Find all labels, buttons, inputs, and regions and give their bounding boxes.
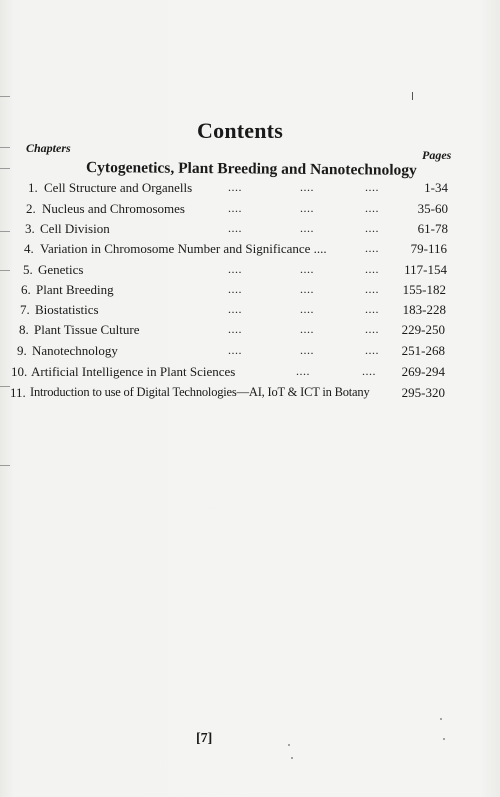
chapter-number: 9. bbox=[17, 343, 27, 358]
leader-dots: .... bbox=[365, 180, 379, 194]
page-title: Contents bbox=[197, 118, 283, 143]
leader-dots: .... bbox=[228, 221, 242, 235]
toc-entry bbox=[11, 364, 480, 384]
page-number: [7] bbox=[196, 731, 213, 746]
leader-dots: .... bbox=[228, 343, 242, 357]
page-edge-mark bbox=[0, 147, 10, 148]
chapters-column-label: Chapters bbox=[26, 141, 71, 155]
chapter-number: 10. bbox=[11, 364, 28, 379]
page-range: 35-60 bbox=[417, 201, 448, 216]
page-range: 251-268 bbox=[401, 343, 445, 358]
leader-dots: .... bbox=[365, 201, 379, 215]
leader-dots: .... bbox=[300, 322, 314, 336]
chapter-title: Cell Division bbox=[40, 221, 110, 236]
leader-dots: .... bbox=[365, 241, 379, 255]
chapter-title: Introduction to use of Digital Technologies—AI, IoT & ICT in Botany bbox=[30, 385, 370, 399]
section-title: Cytogenetics, Plant Breeding and Nanotechnology bbox=[85, 159, 417, 179]
toc-entry bbox=[17, 343, 480, 363]
scan-speck bbox=[291, 757, 293, 759]
chapter-title: Variation in Chromosome Number and Significance .... bbox=[40, 241, 327, 256]
chapter-number: 6. bbox=[21, 282, 31, 297]
leader-dots: .... bbox=[300, 221, 314, 235]
page-range: 183-228 bbox=[402, 302, 446, 317]
leader-dots: .... bbox=[300, 302, 314, 316]
leader-dots: .... bbox=[365, 221, 379, 235]
chapter-number: 7. bbox=[20, 302, 30, 317]
chapter-title: Genetics bbox=[38, 262, 84, 277]
page-edge-mark bbox=[0, 96, 10, 97]
chapter-number: 4. bbox=[24, 241, 34, 256]
chapter-number: 11. bbox=[10, 385, 26, 400]
page-range: 155-182 bbox=[402, 282, 446, 297]
page-range: 61-78 bbox=[417, 221, 448, 236]
leader-dots: .... bbox=[300, 180, 314, 194]
chapter-number: 5. bbox=[23, 262, 33, 277]
chapter-number: 1. bbox=[28, 180, 38, 195]
scan-speck bbox=[288, 744, 290, 746]
leader-dots: .... bbox=[365, 282, 379, 296]
chapter-number: 8. bbox=[19, 322, 29, 337]
chapter-title: Plant Tissue Culture bbox=[34, 322, 140, 337]
leader-dots: .... bbox=[228, 302, 242, 316]
leader-dots: .... bbox=[365, 322, 379, 336]
page-range: 295-320 bbox=[401, 385, 445, 400]
chapter-title: Biostatistics bbox=[35, 302, 99, 317]
toc-entry bbox=[10, 385, 480, 405]
leader-dots: .... bbox=[300, 282, 314, 296]
toc-entry bbox=[24, 241, 480, 261]
toc-entry bbox=[26, 201, 480, 221]
page-range: 1-34 bbox=[424, 180, 448, 195]
page-edge-mark bbox=[0, 168, 10, 169]
chapter-title: Nanotechnology bbox=[32, 343, 118, 358]
page-edge-mark bbox=[0, 386, 10, 387]
toc-entry bbox=[23, 262, 480, 282]
scan-speck bbox=[440, 718, 442, 720]
leader-dots: .... bbox=[228, 262, 242, 276]
chapter-title: Cell Structure and Organells bbox=[44, 180, 193, 195]
leader-dots: .... bbox=[300, 343, 314, 357]
toc-entry bbox=[28, 180, 480, 200]
toc-entry bbox=[25, 221, 480, 241]
page-edge-mark bbox=[0, 270, 10, 271]
leader-dots: .... bbox=[228, 201, 242, 215]
page-range: 79-116 bbox=[410, 241, 447, 256]
leader-dots: .... bbox=[228, 282, 242, 296]
leader-dots: .... bbox=[300, 262, 314, 276]
chapter-title: Plant Breeding bbox=[36, 282, 114, 297]
leader-dots: .... bbox=[228, 180, 242, 194]
leader-dots: .... bbox=[300, 201, 314, 215]
toc-entry bbox=[21, 282, 480, 302]
page-range: 117-154 bbox=[404, 262, 447, 277]
chapter-number: 2. bbox=[26, 201, 36, 216]
chapter-title: Artificial Intelligence in Plant Sciences bbox=[31, 364, 236, 379]
chapter-number: 3. bbox=[25, 221, 35, 236]
leader-dots: .... bbox=[365, 262, 379, 276]
scan-speck bbox=[443, 738, 445, 740]
pages-column-label: Pages bbox=[422, 148, 452, 162]
page-range: 269-294 bbox=[401, 364, 445, 379]
toc-entry bbox=[19, 322, 480, 342]
page-range: 229-250 bbox=[401, 322, 445, 337]
page-edge-mark bbox=[0, 231, 10, 232]
toc-entry bbox=[20, 302, 480, 322]
leader-dots: .... bbox=[228, 322, 242, 336]
scan-mark bbox=[412, 92, 413, 100]
leader-dots: .... bbox=[365, 343, 379, 357]
leader-dots: .... bbox=[296, 364, 310, 378]
chapter-title: Nucleus and Chromosomes bbox=[42, 201, 185, 216]
leader-dots: .... bbox=[362, 364, 376, 378]
page-edge-mark bbox=[0, 465, 10, 466]
leader-dots: .... bbox=[365, 302, 379, 316]
